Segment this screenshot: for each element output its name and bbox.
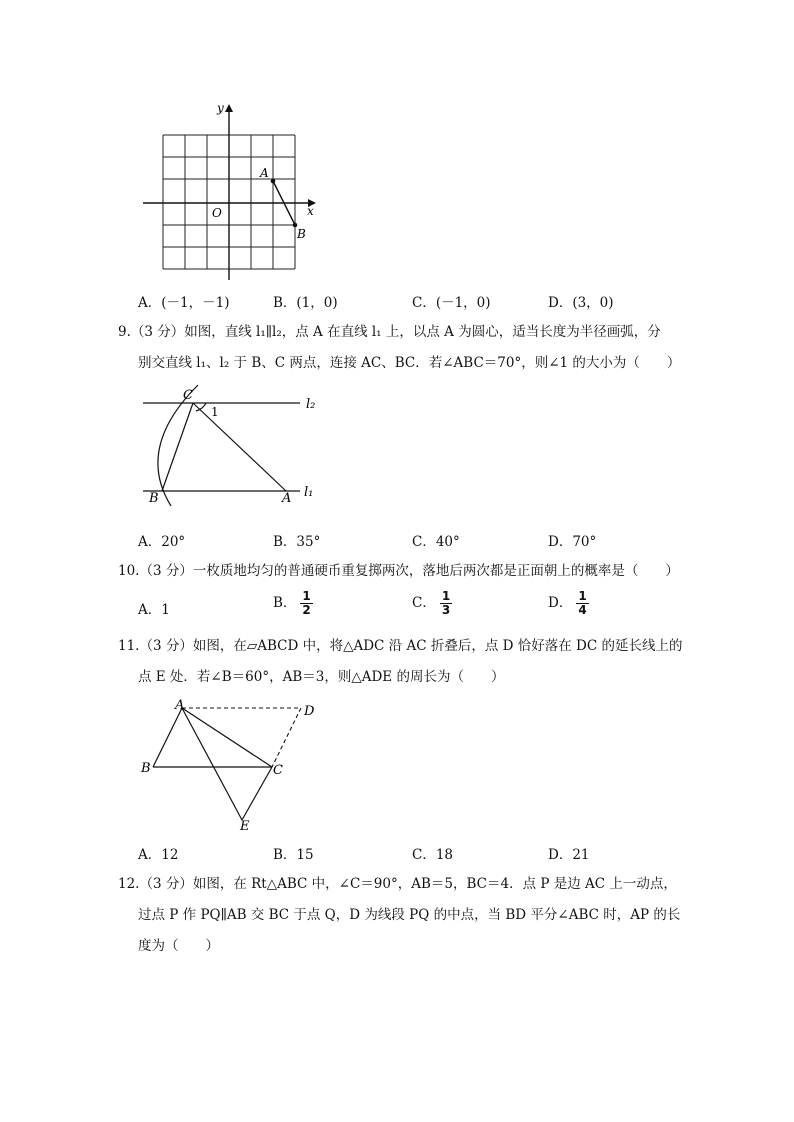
q9-option-b: B．35° xyxy=(273,534,321,550)
q10-option-d-fraction xyxy=(576,590,588,617)
q11-figure xyxy=(135,695,335,835)
q11-label-a: A xyxy=(175,698,185,713)
q10-option-c xyxy=(412,590,452,617)
q9-label-l2: l₂ xyxy=(306,397,316,412)
q8-label-b: B xyxy=(297,227,306,241)
q8-label-a: A xyxy=(260,166,269,180)
q12-text-line2: 过点 P 作 PQ∥AB 交 BC 于点 Q，D 为线段 PQ 的中点，当 BD 平分∠ABC 时，AP 的长 xyxy=(138,907,681,923)
q8-option-d: D．(3，0) xyxy=(548,295,614,311)
q12-text-line1: 12.（3 分）如图，在 Rt△ABC 中，∠C＝90°，AB＝5，BC＝4．点 P 是边 AC 上一动点， xyxy=(118,876,677,892)
q9-label-c: C xyxy=(183,388,193,403)
q9-label-b: B xyxy=(149,491,159,506)
q9-option-c: C．40° xyxy=(412,534,460,550)
q9-label-a: A xyxy=(282,491,292,506)
q10-option-b-fraction xyxy=(300,590,312,617)
q10-option-a-value: 1 xyxy=(161,602,170,618)
q12-text-line3: 度为（ ） xyxy=(138,938,219,954)
q8-label-y: y xyxy=(217,101,224,115)
q11-text-line2: 点 E 处．若∠B＝60°，AB＝3，则△ADE 的周长为（ ） xyxy=(138,669,505,685)
q11-option-d: D．21 xyxy=(548,847,590,863)
q8-grid-figure xyxy=(130,95,330,290)
q10-option-d-den: 4 xyxy=(578,603,587,617)
q10-option-c-num: 1 xyxy=(441,589,451,603)
q10-option-b-label: B． xyxy=(273,595,297,611)
q8-label-x: x xyxy=(307,204,314,218)
q11-label-e: E xyxy=(240,819,250,834)
q11-text-line1: 11.（3 分）如图，在▱ABCD 中，将△ADC 沿 AC 折叠后，点 D 恰好落在 DC 的延长线上的 xyxy=(118,638,683,654)
q11-label-d: D xyxy=(304,704,315,719)
q8-option-a: A．(－1，－1) xyxy=(138,295,230,311)
q10-option-a xyxy=(138,598,170,618)
q10-text-line1: 10.（3 分）一枚质地均匀的普通硬币重复掷两次，落地后两次都是正面朝上的概率是（ ） xyxy=(118,563,679,579)
q11-label-b: B xyxy=(141,761,151,776)
q9-option-d: D．70° xyxy=(548,534,597,550)
q11-option-c: C．18 xyxy=(412,847,454,863)
q9-text-line2: 别交直线 l₁、l₂ 于 B、C 两点，连接 AC、BC．若∠ABC＝70°，则∠1 的大小为（ ） xyxy=(138,355,681,371)
q10-option-a-label: A． xyxy=(138,602,162,618)
q10-option-b-den: 2 xyxy=(302,603,311,617)
q9-label-l1: l₁ xyxy=(304,485,314,500)
q10-option-c-fraction xyxy=(440,590,452,617)
q9-option-a: A．20° xyxy=(138,534,186,550)
q11-label-c: C xyxy=(273,763,283,778)
q10-option-b-num: 1 xyxy=(302,589,311,603)
q10-option-d-label: D． xyxy=(548,595,573,611)
q10-option-c-den: 3 xyxy=(441,603,451,617)
q8-option-c: C．(－1，0) xyxy=(412,295,491,311)
q9-label-1: 1 xyxy=(211,405,219,419)
q9-text-line1: 9.（3 分）如图，直线 l₁∥l₂，点 A 在直线 l₁ 上，以点 A 为圆心，适当长度为半径画弧，分 xyxy=(118,324,661,340)
q9-figure xyxy=(138,380,338,510)
q10-option-c-label: C． xyxy=(412,595,436,611)
q10-option-d xyxy=(548,590,589,617)
q11-option-b: B．15 xyxy=(273,847,314,863)
q11-option-a: A．12 xyxy=(138,847,179,863)
q8-label-origin: O xyxy=(212,206,222,220)
q10-option-d-num: 1 xyxy=(578,589,587,603)
q8-option-b: B．(1，0) xyxy=(273,295,338,311)
q10-option-b xyxy=(273,590,313,617)
